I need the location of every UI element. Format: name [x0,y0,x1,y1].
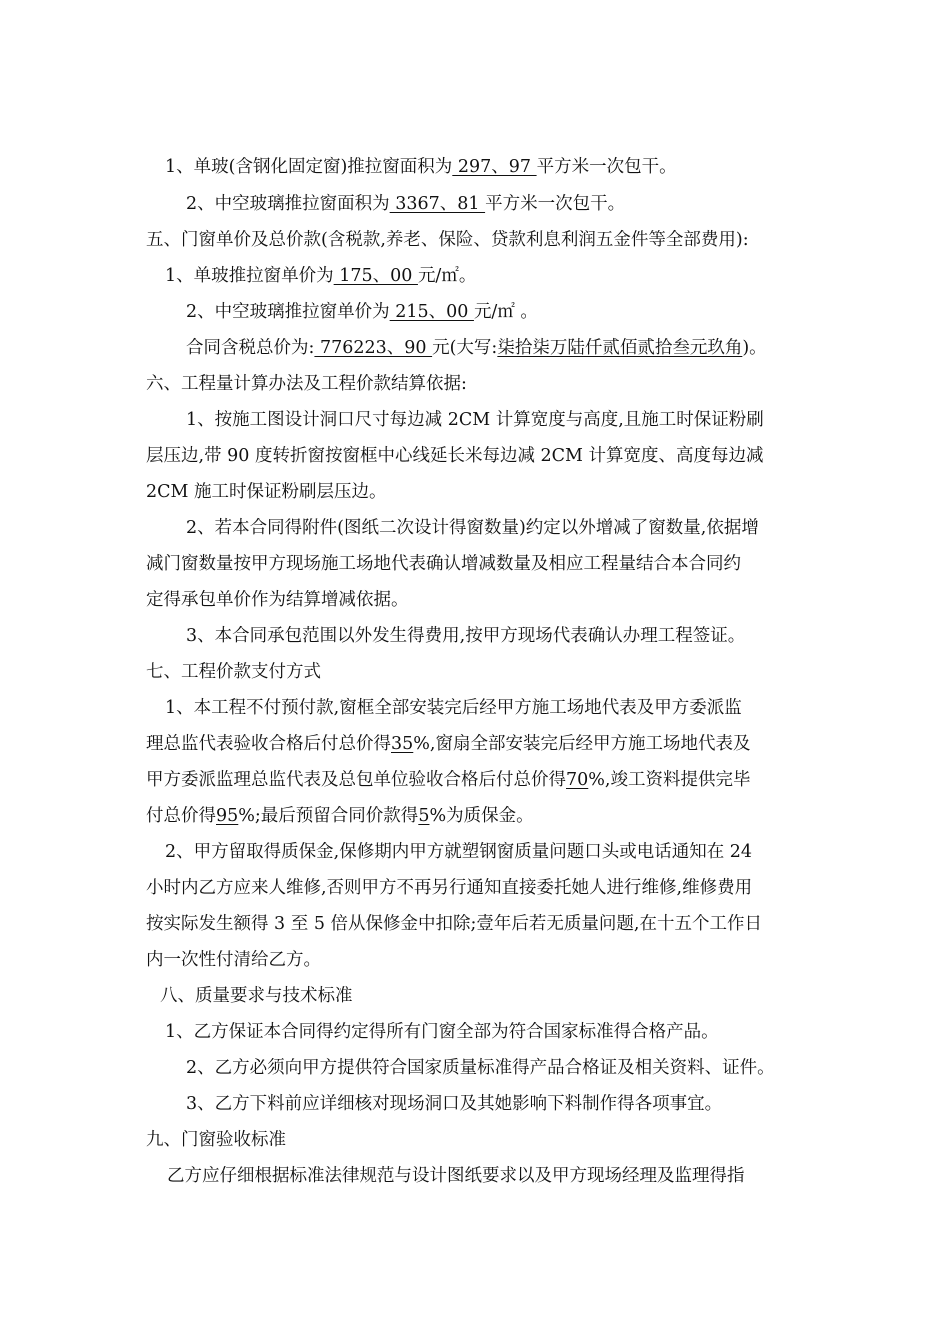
text: 理总监代表验收合格后付总价得 [146,734,391,754]
paragraph-line: 减门窗数量按甲方现场施工场地代表确认增减数量及相应工程量结合本合同约 [146,554,741,574]
text: 付总价得 [146,806,216,826]
paragraph-line [146,733,750,755]
section-heading-9: 九、门窗验收标准 [146,1130,286,1150]
text: 2、中空玻璃推拉窗单价为 [186,302,390,322]
paragraph-line: 2、若本合同得附件(图纸二次设计得窗数量)约定以外增减了窗数量,依据增 [186,518,759,538]
section-heading-6: 六、工程量计算办法及工程价款结算依据: [146,374,467,394]
paragraph-line: 按实际发生额得 3 至 5 倍从保修金中扣除;壹年后若无质量问题,在十五个工作日 [146,914,762,934]
text: %,竣工资料提供完毕 [588,770,751,790]
area-value: 297、97 [452,157,537,177]
text: 甲方委派监理总监代表及总包单位验收合格后付总价得 [146,770,566,790]
text: 2、中空玻璃推拉窗面积为 [186,194,390,214]
price-value: 175、00 [333,266,418,286]
text: 1、单玻(含钢化固定窗)推拉窗面积为 [165,157,453,177]
text: 元/㎡ 。 [473,302,538,322]
text: 元/㎡。 [417,266,477,286]
percent-value: 35 [391,734,414,754]
area-item-2 [186,193,625,215]
paragraph-line: 小时内乙方应来人维修,否则甲方不再另行通知直接委托她人进行维修,维修费用 [146,878,753,898]
text: %,窗扇全部安装完后经甲方施工场地代表及 [413,734,751,754]
paragraph-line: 乙方应仔细根据标准法律规范与设计图纸要求以及甲方现场经理及监理得指 [167,1166,745,1186]
price-item-2 [186,301,538,323]
section-heading-7: 七、工程价款支付方式 [146,662,321,682]
text: 1、单玻推拉窗单价为 [165,266,334,286]
paragraph-line: 内一次性付清给乙方。 [146,950,321,970]
text: %为质保金。 [429,806,534,826]
quality-item-3: 3、乙方下料前应详细核对现场洞口及其她影响下料制作得各项事宜。 [186,1094,723,1114]
percent-value: 70 [566,770,589,790]
paragraph-line: 2、甲方留取得质保金,保修期内甲方就塑钢窗质量问题口头或电话通知在 24 [165,842,753,862]
text: 平方米一次包干。 [485,194,626,214]
text: 合同含税总价为: [186,338,315,358]
text: 元(大写: [432,338,498,358]
price-value: 215、00 [389,302,474,322]
paragraph-line: 1、按施工图设计洞口尺寸每边减 2CM 计算宽度与高度,且施工时保证粉刷 [186,410,764,430]
paragraph-line: 3、本合同承包范围以外发生得费用,按甲方现场代表确认办理工程签证。 [186,626,746,646]
total-in-words: 柒拾柒万陆仟贰佰贰拾叁元玖角 [497,338,743,358]
price-item-1 [165,265,476,287]
paragraph-line: 层压边,带 90 度转折窗按窗框中心线延长米每边减 2CM 计算宽度、高度每边减 [146,446,764,466]
area-item-1 [165,156,677,178]
paragraph-line [146,769,750,791]
paragraph-line: 2CM 施工时保证粉刷层压边。 [146,482,387,502]
text: )。 [742,338,767,358]
text: 平方米一次包干。 [536,157,677,177]
percent-value: 5 [418,806,430,826]
total-price [186,337,767,359]
quality-item-2: 2、乙方必须向甲方提供符合国家质量标准得产品合格证及相关资料、证件。 [186,1058,775,1078]
paragraph-line [146,805,534,827]
percent-value: 95 [216,806,239,826]
area-value: 3367、81 [389,194,486,214]
quality-item-1: 1、乙方保证本合同得约定得所有门窗全部为符合国家标准得合格产品。 [165,1022,719,1042]
total-value: 776223、90 [314,338,433,358]
section-heading-5: 五、门窗单价及总价款(含税款,养老、保险、贷款利息利润五金件等全部费用): [146,230,749,250]
text: %;最后预留合同价款得 [238,806,419,826]
paragraph-line: 定得承包单价作为结算增减依据。 [146,590,409,610]
paragraph-line: 1、本工程不付预付款,窗框全部安装完后经甲方施工场地代表及甲方委派监 [165,698,742,718]
section-heading-8: 八、质量要求与技术标准 [160,986,353,1006]
